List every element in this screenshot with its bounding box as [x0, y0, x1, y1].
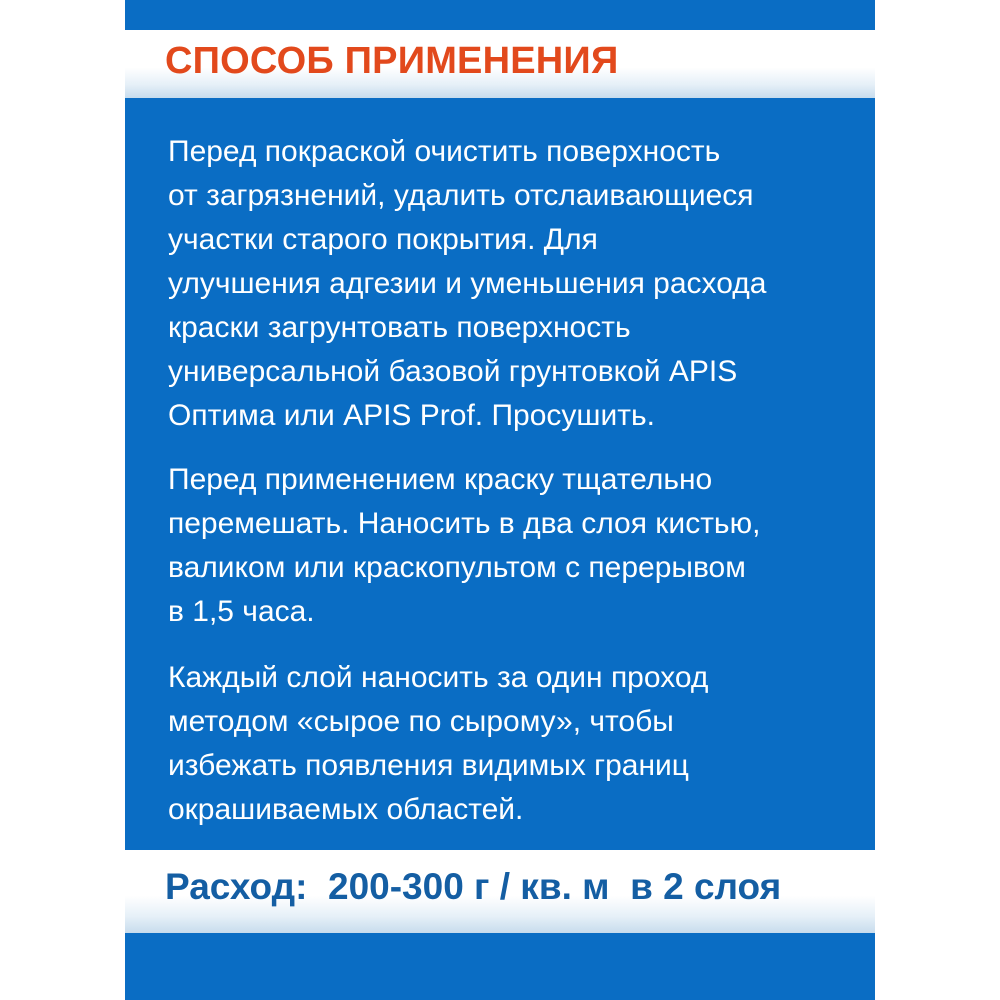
consumption-text: Расход: 200-300 г / кв. м в 2 слоя: [165, 866, 782, 907]
info-panel: [125, 0, 875, 1000]
footer-band: [125, 850, 875, 933]
header-band: [125, 30, 875, 98]
paragraph-surface-prep: Перед покраской очистить поверхность от загрязнений, удалить отслаивающиеся участки старого покрытия. Для улучшения адгезии и уменьшения расхода краски загрунтовать поверхность универсальной базовой грунтовкой APIS Оптима или APIS Prof. Просушить.: [168, 135, 767, 432]
paragraph-application: Перед применением краску тщательно перемешать. Наносить в два слоя кистью, валиком или краскопультом с перерывом в 1,5 часа.: [168, 463, 761, 628]
section-title: СПОСОБ ПРИМЕНЕНИЯ: [165, 40, 619, 82]
paragraph-layer-technique: Каждый слой наносить за один проход методом «сырое по сырому», чтобы избежать появления видимых границ окрашиваемых областей.: [168, 661, 709, 826]
